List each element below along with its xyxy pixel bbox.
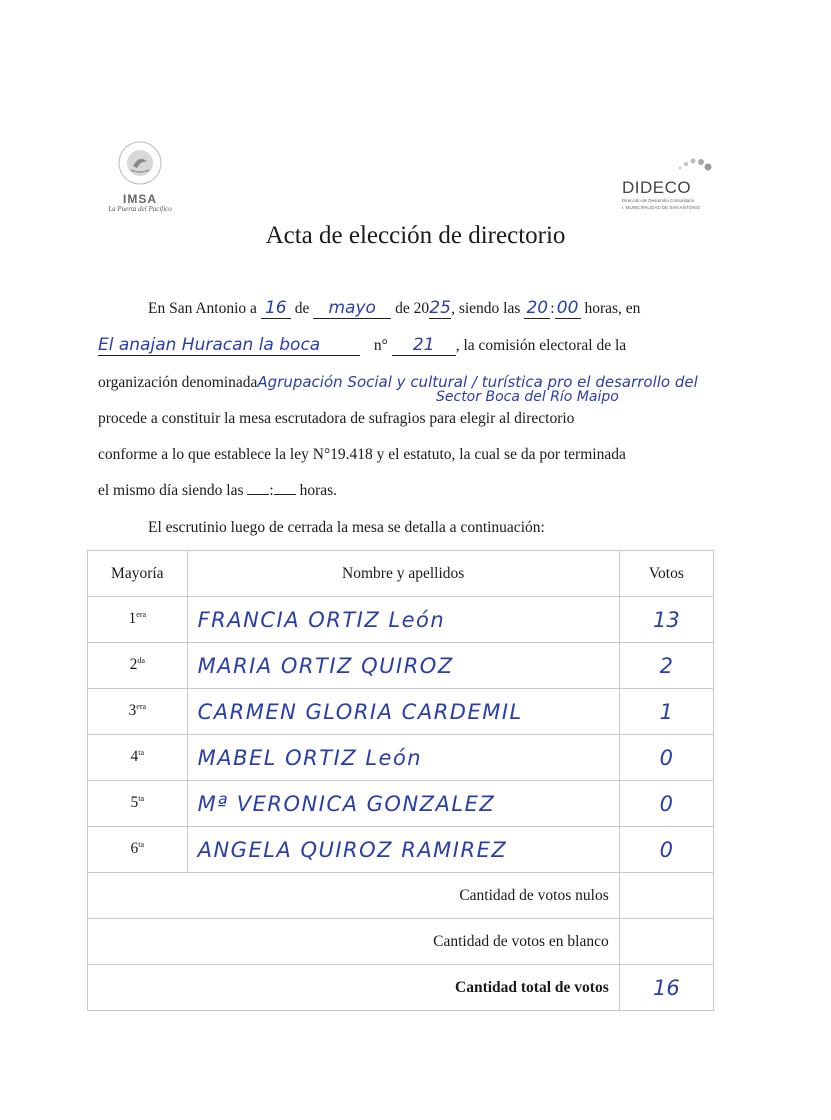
ordinal-suffix: da [137, 656, 145, 666]
paragraph-line-1 [148, 298, 640, 319]
candidate-votes: 13 [619, 597, 713, 643]
paragraph-line-6: el mismo día siendo las : horas. [98, 482, 338, 499]
hour-field: 20 [524, 298, 550, 319]
end-hour-field [247, 494, 269, 495]
dideco-name: DIDECO [622, 178, 692, 197]
year-field: 25 [429, 298, 451, 318]
table-row [88, 827, 714, 873]
text-segment: horas. [299, 482, 338, 499]
table-row [88, 643, 714, 689]
table-row [88, 781, 714, 827]
blank-votes-value [619, 919, 713, 965]
ordinal-suffix: ta [138, 840, 145, 850]
ordinal-cell [88, 597, 188, 643]
ordinal-cell [88, 827, 188, 873]
total-votes-row [88, 965, 714, 1011]
candidate-votes: 0 [619, 735, 713, 781]
table-row [88, 689, 714, 735]
minute-field: 00 [555, 298, 581, 319]
table-header-row [88, 551, 714, 597]
ordinal-number: 4 [130, 748, 139, 766]
document-title: Acta de elección de directorio [265, 222, 566, 249]
ordinal-suffix: ta [138, 748, 145, 758]
dideco-subtitle-1: Dirección de Desarrollo Comunitario [622, 198, 695, 203]
header-votos: Votos [619, 551, 713, 597]
candidate-votes: 2 [619, 643, 713, 689]
end-minute-field [274, 494, 296, 495]
header-nombre: Nombre y apellidos [187, 551, 619, 597]
month-field: mayo [313, 298, 391, 319]
text-segment: horas, en [584, 300, 641, 317]
ordinal-suffix: era [136, 610, 147, 620]
dideco-dots-icon [622, 154, 714, 174]
ordinal-suffix: era [136, 702, 147, 712]
text-segment: , la comisión electoral de la [455, 337, 627, 354]
dideco-subtitle-2: I. MUNICIPALIDAD DE SAN ANTONIO [622, 204, 701, 210]
imsa-logo [98, 140, 182, 216]
candidate-votes: 0 [619, 781, 713, 827]
scrutiny-table [87, 550, 714, 1011]
candidate-name: MARIA ORTIZ QUIROZ [187, 643, 619, 689]
ordinal-cell [88, 689, 188, 735]
ordinal-number: 1 [128, 610, 137, 628]
text-segment: : [550, 300, 555, 317]
text-segment: de [294, 300, 310, 317]
day-field: 16 [261, 298, 291, 319]
candidate-votes: 0 [619, 827, 713, 873]
imsa-name: IMSA [123, 192, 157, 206]
dideco-logo [622, 154, 714, 214]
organization-name-continuation: Sector Boca del Río Maipo [436, 389, 619, 405]
header-mayoria: Mayoría [88, 551, 188, 597]
null-votes-row [88, 873, 714, 919]
scrutiny-intro: El escrutinio luego de cerrada la mesa se detalla a continuación: [148, 519, 545, 536]
address-field: El anajan Huracan la boca [98, 335, 360, 356]
null-votes-label: Cantidad de votos nulos [88, 873, 620, 919]
municipal-seal-icon [117, 140, 163, 186]
candidate-name: ANGELA QUIROZ RAMIREZ [187, 827, 619, 873]
candidate-name: CARMEN GLORIA CARDEMIL [187, 689, 619, 735]
ordinal-suffix: ta [138, 794, 145, 804]
ordinal-number: 3 [128, 702, 137, 720]
text-segment: de 20 [395, 300, 430, 317]
text-segment: el mismo día siendo las [98, 482, 244, 499]
organization-name-field: Agrupación Social y cultural / turística pro el desarrollo del [257, 373, 698, 391]
text-segment: organización denominada [98, 374, 258, 391]
ordinal-number: 5 [130, 794, 139, 812]
paragraph-line-2 [98, 335, 626, 356]
ordinal-cell [88, 643, 188, 689]
text-segment: , siendo las [451, 300, 521, 317]
null-votes-value [619, 873, 713, 919]
candidate-name: Mª VERONICA GONZALEZ [187, 781, 619, 827]
blank-votes-row [88, 919, 714, 965]
imsa-tagline: La Puerta del Pacífico [108, 205, 172, 213]
text-segment: En San Antonio a [148, 300, 257, 317]
candidate-name: FRANCIA ORTIZ León [187, 597, 619, 643]
ordinal-cell [88, 735, 188, 781]
number-field: 21 [392, 335, 456, 356]
candidate-name: MABEL ORTIZ León [187, 735, 619, 781]
total-votes-value: 16 [619, 965, 713, 1011]
table-row [88, 597, 714, 643]
ordinal-cell [88, 781, 188, 827]
text-segment: n° [373, 337, 388, 354]
total-votes-label: Cantidad total de votos [88, 965, 620, 1011]
blank-votes-label: Cantidad de votos en blanco [88, 919, 620, 965]
table-row [88, 735, 714, 781]
candidate-votes: 1 [619, 689, 713, 735]
paragraph-line-5: conforme a lo que establece la ley N°19.418 y el estatuto, la cual se da por terminada [98, 446, 626, 463]
ordinal-number: 6 [130, 840, 139, 858]
ordinal-number: 2 [129, 656, 138, 674]
paragraph-line-4: procede a constituir la mesa escrutadora de sufragios para elegir al directorio [98, 410, 575, 427]
